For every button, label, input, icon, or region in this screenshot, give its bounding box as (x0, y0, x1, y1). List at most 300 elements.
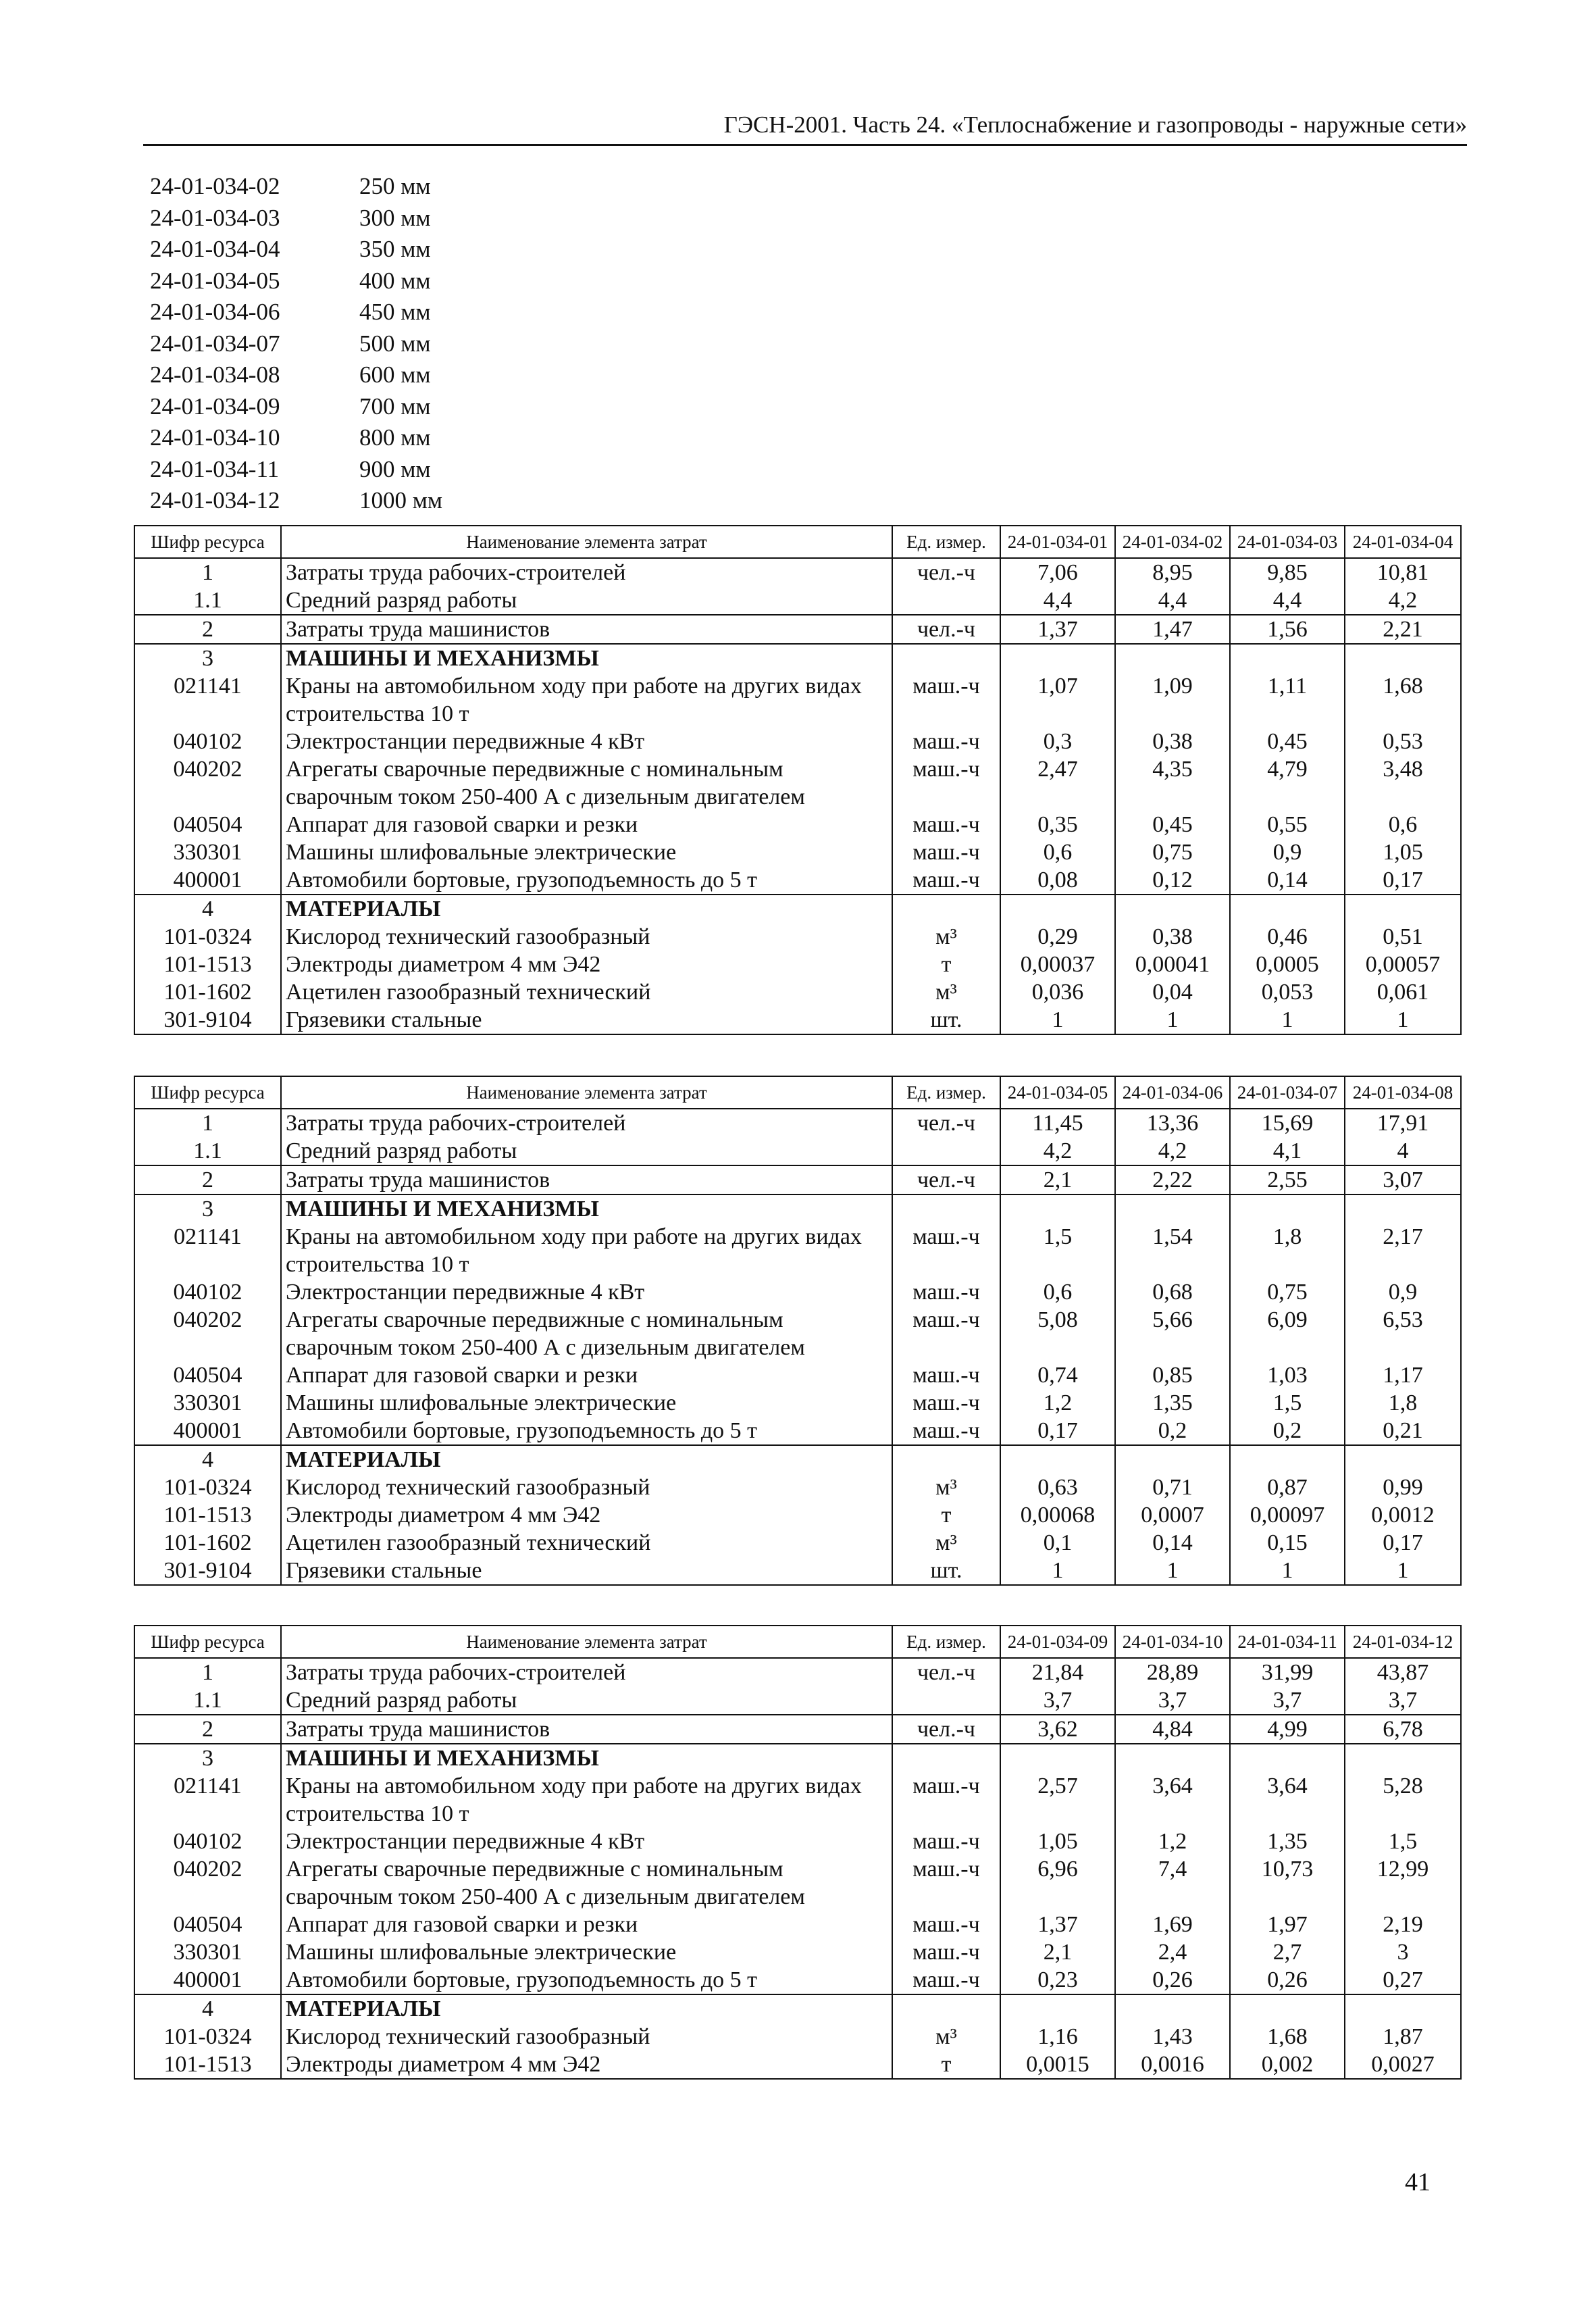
table-row (134, 866, 1461, 895)
norm-code-row (150, 234, 494, 266)
table-row (134, 1501, 1461, 1529)
value-cell: 1,05 (1000, 1828, 1115, 1855)
resource-table-2 (134, 1076, 1462, 1586)
value-cell: 4 (1345, 1137, 1461, 1165)
header-norm-code: 24-01-034-10 (1115, 1626, 1230, 1658)
value-cell: 1,87 (1345, 2023, 1461, 2051)
unit-cell: чел.-ч (892, 1658, 1000, 1686)
value-cell: 0,26 (1115, 1966, 1230, 1994)
cost-element-name: Грязевики стальные (281, 1557, 892, 1585)
value-cell: 17,91 (1345, 1109, 1461, 1137)
unit-cell: маш.-ч (892, 672, 1000, 728)
table-row (134, 644, 1461, 672)
value-cell: 0,71 (1115, 1474, 1230, 1501)
resource-code: 3 (134, 644, 281, 672)
resource-code: 040202 (134, 755, 281, 811)
value-cell: 5,08 (1000, 1306, 1115, 1361)
value-cell: 1,54 (1115, 1223, 1230, 1278)
value-cell: 4,2 (1000, 1137, 1115, 1165)
table-row (134, 1361, 1461, 1389)
value-cell (1230, 895, 1345, 923)
value-cell: 2,55 (1230, 1165, 1345, 1194)
resource-code: 3 (134, 1194, 281, 1223)
table-row (134, 1306, 1461, 1361)
value-cell: 0,17 (1000, 1417, 1115, 1445)
table-row (134, 951, 1461, 978)
cost-element-name: МАШИНЫ И МЕХАНИЗМЫ (281, 1744, 892, 1772)
value-cell: 1 (1345, 1557, 1461, 1585)
value-cell: 1,2 (1000, 1389, 1115, 1417)
value-cell: 0,75 (1115, 838, 1230, 866)
value-cell: 0,00037 (1000, 951, 1115, 978)
cost-element-name: Грязевики стальные (281, 1006, 892, 1034)
table-row (134, 838, 1461, 866)
value-cell: 3,64 (1230, 1772, 1345, 1828)
value-cell: 4,4 (1230, 586, 1345, 615)
norm-code: 24-01-034-09 (150, 393, 280, 420)
unit-cell: маш.-ч (892, 1278, 1000, 1306)
resource-table-3 (134, 1625, 1462, 2080)
table-row (134, 672, 1461, 728)
resource-code: 101-1513 (134, 1501, 281, 1529)
header-cost-element: Наименование элемента затрат (281, 1626, 892, 1658)
value-cell: 0,17 (1345, 866, 1461, 895)
resource-code: 101-1602 (134, 1529, 281, 1557)
value-cell: 2,21 (1345, 615, 1461, 644)
value-cell: 1,69 (1115, 1911, 1230, 1938)
pipe-diameter: 1000 мм (359, 487, 443, 513)
cost-element-name: Аппарат для газовой сварки и резки (281, 1911, 892, 1938)
norm-code: 24-01-034-07 (150, 330, 280, 357)
resource-code: 4 (134, 1445, 281, 1474)
value-cell: 1,8 (1230, 1223, 1345, 1278)
value-cell (1115, 895, 1230, 923)
cost-element-name: Электростанции передвижные 4 кВт (281, 1278, 892, 1306)
table-row (134, 1137, 1461, 1165)
header-norm-code: 24-01-034-12 (1345, 1626, 1461, 1658)
table-row (134, 1911, 1461, 1938)
table-row (134, 1194, 1461, 1223)
value-cell (1230, 1744, 1345, 1772)
table-row (134, 1772, 1461, 1828)
resource-code: 330301 (134, 1389, 281, 1417)
resource-code: 1 (134, 1658, 281, 1686)
value-cell (1000, 1445, 1115, 1474)
value-cell: 21,84 (1000, 1658, 1115, 1686)
resource-code: 101-1513 (134, 951, 281, 978)
value-cell: 3,62 (1000, 1715, 1115, 1744)
value-cell: 0,53 (1345, 728, 1461, 755)
norm-code: 24-01-034-10 (150, 424, 280, 451)
value-cell (1115, 1194, 1230, 1223)
cost-element-name: Затраты труда машинистов (281, 615, 892, 644)
cost-element-name: Электроды диаметром 4 мм Э42 (281, 2051, 892, 2079)
resource-table-1 (134, 525, 1462, 1035)
value-cell (1345, 1445, 1461, 1474)
table-row (134, 2051, 1461, 2079)
value-cell: 43,87 (1345, 1658, 1461, 1686)
value-cell: 6,96 (1000, 1855, 1115, 1911)
value-cell: 1 (1000, 1557, 1115, 1585)
resource-code: 040102 (134, 1828, 281, 1855)
table-row (134, 895, 1461, 923)
cost-element-name: Средний разряд работы (281, 586, 892, 615)
value-cell: 1,5 (1345, 1828, 1461, 1855)
resource-code: 1.1 (134, 1137, 281, 1165)
value-cell: 0,15 (1230, 1529, 1345, 1557)
unit-cell: т (892, 1501, 1000, 1529)
unit-cell (892, 1445, 1000, 1474)
value-cell: 0,3 (1000, 728, 1115, 755)
value-cell: 0,21 (1345, 1417, 1461, 1445)
value-cell: 1 (1230, 1006, 1345, 1034)
value-cell: 0,053 (1230, 978, 1345, 1006)
header-norm-code: 24-01-034-06 (1115, 1076, 1230, 1109)
table-row (134, 755, 1461, 811)
value-cell: 1,07 (1000, 672, 1115, 728)
value-cell: 1,68 (1345, 672, 1461, 728)
header-unit: Ед. измер. (892, 1626, 1000, 1658)
value-cell (1000, 644, 1115, 672)
unit-cell: чел.-ч (892, 615, 1000, 644)
header-norm-code: 24-01-034-11 (1230, 1626, 1345, 1658)
value-cell: 28,89 (1115, 1658, 1230, 1686)
resource-code: 2 (134, 1715, 281, 1744)
resource-code: 4 (134, 895, 281, 923)
value-cell: 6,09 (1230, 1306, 1345, 1361)
cost-element-name: Средний разряд работы (281, 1686, 892, 1715)
header-norm-code: 24-01-034-09 (1000, 1626, 1115, 1658)
table-row (134, 615, 1461, 644)
header-resource-code: Шифр ресурса (134, 1626, 281, 1658)
value-cell: 4,84 (1115, 1715, 1230, 1744)
value-cell: 3,7 (1115, 1686, 1230, 1715)
table-row (134, 1658, 1461, 1686)
value-cell: 2,47 (1000, 755, 1115, 811)
resource-code: 2 (134, 1165, 281, 1194)
value-cell: 1 (1345, 1006, 1461, 1034)
value-cell: 1,8 (1345, 1389, 1461, 1417)
value-cell: 0,14 (1230, 866, 1345, 895)
value-cell: 2,1 (1000, 1938, 1115, 1966)
value-cell: 2,19 (1345, 1911, 1461, 1938)
cost-element-name: Агрегаты сварочные передвижные с номинальным сварочным током 250-400 А с дизельным двигателем (281, 1855, 892, 1911)
table-row (134, 1686, 1461, 1715)
table-row (134, 1223, 1461, 1278)
value-cell: 31,99 (1230, 1658, 1345, 1686)
pipe-diameter: 900 мм (359, 455, 431, 482)
norm-code-row (150, 391, 494, 423)
table-row (134, 923, 1461, 951)
norm-code-row (150, 266, 494, 297)
cost-element-name: Аппарат для газовой сварки и резки (281, 1361, 892, 1389)
resource-code: 4 (134, 1994, 281, 2023)
value-cell: 3,7 (1345, 1686, 1461, 1715)
header-cost-element: Наименование элемента затрат (281, 526, 892, 558)
value-cell: 4,79 (1230, 755, 1345, 811)
norm-code: 24-01-034-02 (150, 173, 280, 199)
cost-element-name: Агрегаты сварочные передвижные с номинальным сварочным током 250-400 А с дизельным двигателем (281, 1306, 892, 1361)
value-cell (1230, 1994, 1345, 2023)
unit-cell: маш.-ч (892, 1855, 1000, 1911)
cost-element-name: Кислород технический газообразный (281, 1474, 892, 1501)
value-cell: 0,38 (1115, 923, 1230, 951)
resource-code: 330301 (134, 838, 281, 866)
value-cell: 1,37 (1000, 1911, 1115, 1938)
resource-code: 400001 (134, 1966, 281, 1994)
pipe-diameter: 600 мм (359, 361, 431, 388)
value-cell: 3,64 (1115, 1772, 1230, 1828)
value-cell: 0,9 (1345, 1278, 1461, 1306)
value-cell: 0,12 (1115, 866, 1230, 895)
cost-element-name: Затраты труда машинистов (281, 1715, 892, 1744)
value-cell: 0,0015 (1000, 2051, 1115, 2079)
value-cell: 0,63 (1000, 1474, 1115, 1501)
resource-code: 3 (134, 1744, 281, 1772)
value-cell: 0,00057 (1345, 951, 1461, 978)
value-cell: 0,29 (1000, 923, 1115, 951)
table-row (134, 586, 1461, 615)
cost-element-name: Автомобили бортовые, грузоподъемность до 5 т (281, 866, 892, 895)
value-cell: 1,03 (1230, 1361, 1345, 1389)
resource-code: 040504 (134, 811, 281, 838)
table-row (134, 1715, 1461, 1744)
cost-element-name: Краны на автомобильном ходу при работе на других видах строительства 10 т (281, 672, 892, 728)
table-row (134, 811, 1461, 838)
resource-code: 040504 (134, 1361, 281, 1389)
cost-element-name: Машины шлифовальные электрические (281, 838, 892, 866)
table-row (134, 1529, 1461, 1557)
unit-cell (892, 1744, 1000, 1772)
cost-element-name: Машины шлифовальные электрические (281, 1938, 892, 1966)
norm-code: 24-01-034-08 (150, 361, 280, 388)
norm-code: 24-01-034-06 (150, 299, 280, 325)
header-unit: Ед. измер. (892, 526, 1000, 558)
cost-element-name: МАТЕРИАЛЫ (281, 1994, 892, 2023)
norm-code: 24-01-034-12 (150, 487, 280, 513)
value-cell: 3,48 (1345, 755, 1461, 811)
header-norm-code: 24-01-034-03 (1230, 526, 1345, 558)
value-cell: 0,45 (1230, 728, 1345, 755)
resource-code: 040202 (134, 1855, 281, 1911)
unit-cell: маш.-ч (892, 1361, 1000, 1389)
header-norm-code: 24-01-034-05 (1000, 1076, 1115, 1109)
value-cell: 4,1 (1230, 1137, 1345, 1165)
value-cell: 0,6 (1000, 1278, 1115, 1306)
value-cell: 0,0027 (1345, 2051, 1461, 2079)
cost-element-name: Затраты труда рабочих-строителей (281, 1658, 892, 1686)
resource-code: 400001 (134, 1417, 281, 1445)
norm-code: 24-01-034-04 (150, 236, 280, 262)
pipe-diameter: 500 мм (359, 330, 431, 357)
value-cell: 0,9 (1230, 838, 1345, 866)
table-row (134, 1278, 1461, 1306)
value-cell (1000, 1194, 1115, 1223)
value-cell: 0,1 (1000, 1529, 1115, 1557)
table-row (134, 2023, 1461, 2051)
value-cell (1345, 1744, 1461, 1772)
unit-cell: м³ (892, 978, 1000, 1006)
value-cell (1230, 1194, 1345, 1223)
value-cell: 4,35 (1115, 755, 1230, 811)
unit-cell: маш.-ч (892, 811, 1000, 838)
value-cell: 15,69 (1230, 1109, 1345, 1137)
value-cell: 1,68 (1230, 2023, 1345, 2051)
value-cell: 0,99 (1345, 1474, 1461, 1501)
unit-cell: маш.-ч (892, 1417, 1000, 1445)
value-cell: 0,00097 (1230, 1501, 1345, 1529)
resource-code: 021141 (134, 1223, 281, 1278)
unit-cell: м³ (892, 2023, 1000, 2051)
norm-code-list (150, 171, 494, 517)
unit-cell: м³ (892, 1474, 1000, 1501)
value-cell: 0,46 (1230, 923, 1345, 951)
unit-cell (892, 1686, 1000, 1715)
value-cell: 0,00041 (1115, 951, 1230, 978)
table-row (134, 1389, 1461, 1417)
norm-code: 24-01-034-11 (150, 455, 280, 482)
norm-code-row (150, 422, 494, 454)
resource-code: 040102 (134, 728, 281, 755)
resource-code: 101-0324 (134, 1474, 281, 1501)
value-cell: 10,81 (1345, 558, 1461, 586)
value-cell (1115, 1994, 1230, 2023)
value-cell: 0,45 (1115, 811, 1230, 838)
value-cell: 0,17 (1345, 1529, 1461, 1557)
norm-code-row (150, 297, 494, 328)
table-row (134, 1557, 1461, 1585)
value-cell: 0,68 (1115, 1278, 1230, 1306)
resource-code: 1.1 (134, 586, 281, 615)
value-cell: 0,036 (1000, 978, 1115, 1006)
header-norm-code: 24-01-034-04 (1345, 526, 1461, 558)
resource-code: 400001 (134, 866, 281, 895)
value-cell: 7,06 (1000, 558, 1115, 586)
table-row (134, 1417, 1461, 1445)
unit-cell: маш.-ч (892, 1966, 1000, 1994)
header-norm-code: 24-01-034-01 (1000, 526, 1115, 558)
value-cell: 2,4 (1115, 1938, 1230, 1966)
value-cell: 1,17 (1345, 1361, 1461, 1389)
value-cell: 0,0005 (1230, 951, 1345, 978)
resource-code: 101-1513 (134, 2051, 281, 2079)
value-cell: 0,55 (1230, 811, 1345, 838)
norm-code-row (150, 485, 494, 517)
value-cell (1230, 644, 1345, 672)
value-cell: 7,4 (1115, 1855, 1230, 1911)
value-cell: 1,2 (1115, 1828, 1230, 1855)
unit-cell: маш.-ч (892, 866, 1000, 895)
norm-code-row (150, 328, 494, 360)
value-cell: 0,08 (1000, 866, 1115, 895)
value-cell: 0,23 (1000, 1966, 1115, 1994)
value-cell: 0,14 (1115, 1529, 1230, 1557)
value-cell: 0,38 (1115, 728, 1230, 755)
cost-element-name: Аппарат для газовой сварки и резки (281, 811, 892, 838)
table-row (134, 728, 1461, 755)
value-cell: 0,6 (1345, 811, 1461, 838)
value-cell: 0,85 (1115, 1361, 1230, 1389)
value-cell: 6,78 (1345, 1715, 1461, 1744)
table-row (134, 1994, 1461, 2023)
value-cell: 0,27 (1345, 1966, 1461, 1994)
cost-element-name: Электростанции передвижные 4 кВт (281, 1828, 892, 1855)
value-cell: 1,5 (1230, 1389, 1345, 1417)
cost-element-name: Электроды диаметром 4 мм Э42 (281, 951, 892, 978)
value-cell: 4,99 (1230, 1715, 1345, 1744)
resource-code: 021141 (134, 672, 281, 728)
unit-cell: маш.-ч (892, 838, 1000, 866)
resource-code: 2 (134, 615, 281, 644)
unit-cell (892, 1994, 1000, 2023)
value-cell (1345, 644, 1461, 672)
table-row (134, 1109, 1461, 1137)
norm-code-row (150, 454, 494, 486)
value-cell: 5,66 (1115, 1306, 1230, 1361)
value-cell: 1,47 (1115, 615, 1230, 644)
cost-element-name: Электростанции передвижные 4 кВт (281, 728, 892, 755)
value-cell: 2,57 (1000, 1772, 1115, 1828)
value-cell: 1 (1115, 1006, 1230, 1034)
value-cell: 0,26 (1230, 1966, 1345, 1994)
table-row (134, 1445, 1461, 1474)
value-cell: 0,0016 (1115, 2051, 1230, 2079)
page-header: ГЭСН-2001. Часть 24. «Теплоснабжение и газопроводы - наружные сети» (143, 111, 1467, 146)
pipe-diameter: 250 мм (359, 173, 431, 199)
cost-element-name: Машины шлифовальные электрические (281, 1389, 892, 1417)
resource-code: 1 (134, 1109, 281, 1137)
value-cell (1115, 644, 1230, 672)
value-cell: 3,7 (1230, 1686, 1345, 1715)
value-cell: 0,00068 (1000, 1501, 1115, 1529)
resource-code: 040102 (134, 1278, 281, 1306)
value-cell: 1,05 (1345, 838, 1461, 866)
cost-element-name: Ацетилен газообразный технический (281, 1529, 892, 1557)
value-cell: 1,16 (1000, 2023, 1115, 2051)
value-cell: 0,04 (1115, 978, 1230, 1006)
header-unit: Ед. измер. (892, 1076, 1000, 1109)
unit-cell (892, 644, 1000, 672)
cost-element-name: Затраты труда рабочих-строителей (281, 558, 892, 586)
value-cell (1115, 1744, 1230, 1772)
value-cell: 2,1 (1000, 1165, 1115, 1194)
unit-cell: маш.-ч (892, 1938, 1000, 1966)
value-cell (1000, 1994, 1115, 2023)
unit-cell: шт. (892, 1006, 1000, 1034)
resource-code: 301-9104 (134, 1557, 281, 1585)
unit-cell: маш.-ч (892, 1389, 1000, 1417)
value-cell: 1,35 (1230, 1828, 1345, 1855)
unit-cell: маш.-ч (892, 1911, 1000, 1938)
value-cell: 4,4 (1115, 586, 1230, 615)
value-cell (1000, 895, 1115, 923)
value-cell: 10,73 (1230, 1855, 1345, 1911)
resource-code: 330301 (134, 1938, 281, 1966)
unit-cell: маш.-ч (892, 728, 1000, 755)
header-resource-code: Шифр ресурса (134, 526, 281, 558)
norm-code-row (150, 171, 494, 203)
cost-element-name: МАТЕРИАЛЫ (281, 1445, 892, 1474)
header-norm-code: 24-01-034-07 (1230, 1076, 1345, 1109)
value-cell: 4,4 (1000, 586, 1115, 615)
unit-cell: чел.-ч (892, 1109, 1000, 1137)
resource-code: 040504 (134, 1911, 281, 1938)
value-cell: 0,6 (1000, 838, 1115, 866)
value-cell: 2,7 (1230, 1938, 1345, 1966)
resource-code: 101-0324 (134, 2023, 281, 2051)
unit-cell: маш.-ч (892, 1772, 1000, 1828)
pipe-diameter: 700 мм (359, 393, 431, 420)
